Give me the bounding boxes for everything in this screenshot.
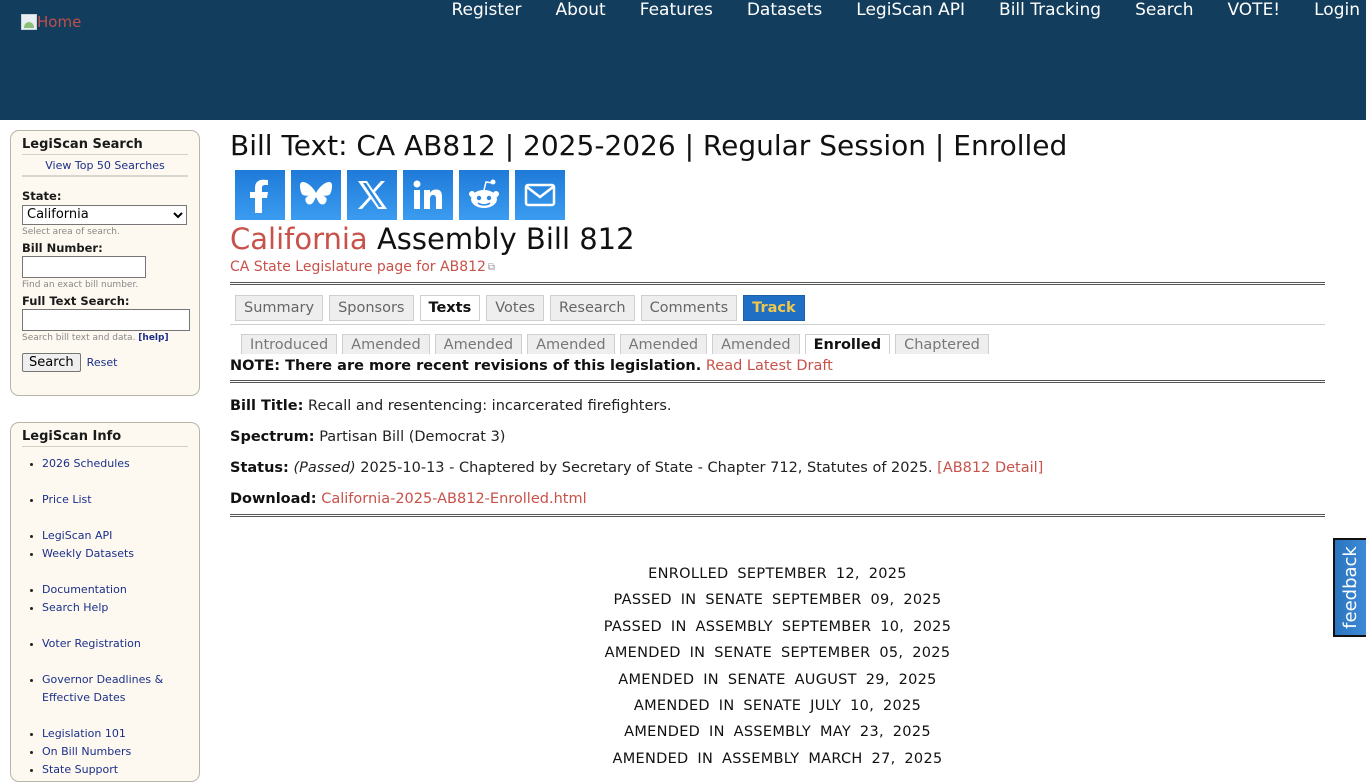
- revision-note: [230, 358, 1325, 374]
- divider: [230, 282, 1325, 285]
- download-row: [230, 491, 1325, 507]
- home-logo-link[interactable]: [21, 13, 81, 31]
- info-link-legislation-101[interactable]: Legislation 101: [42, 727, 126, 740]
- share-buttons: [235, 170, 1325, 220]
- bill-title-row: [230, 398, 1325, 414]
- history-line: AMENDED IN ASSEMBLY MAY 23, 2025: [624, 724, 931, 741]
- history-line: PASSED IN ASSEMBLY SEPTEMBER 10, 2025: [603, 618, 952, 635]
- state-label: State:: [22, 189, 62, 203]
- share-bluesky-button[interactable]: [291, 170, 341, 220]
- bill-tabs: [230, 295, 1325, 321]
- download-label: Download:: [230, 491, 317, 507]
- full-text-hint-text: Search bill text and data.: [22, 332, 136, 343]
- state-hint: Select area of search.: [22, 226, 120, 237]
- reddit-icon: [466, 177, 502, 213]
- nav-legiscan-api[interactable]: LegiScan API: [856, 0, 966, 20]
- version-tab-enrolled[interactable]: Enrolled: [805, 334, 891, 354]
- version-tab-amended-3[interactable]: Amended: [527, 334, 614, 354]
- info-item[interactable]: [42, 725, 188, 743]
- history-line: AMENDED IN ASSEMBLY MARCH 27, 2025: [612, 750, 943, 767]
- broken-image-icon: [21, 14, 37, 30]
- home-logo-alt-text: Home: [37, 13, 82, 31]
- info-item[interactable]: [42, 545, 188, 563]
- bill-title-label: Bill Title:: [230, 398, 304, 414]
- status-value: 2025-10-13 - Chaptered by Secretary of State - Chapter 712, Statutes of 2025.: [360, 460, 933, 476]
- divider: [230, 380, 1325, 383]
- status-passed: (Passed): [293, 460, 356, 476]
- version-tab-chaptered[interactable]: Chaptered: [895, 334, 989, 354]
- info-link-documentation[interactable]: Documentation: [42, 583, 127, 596]
- share-reddit-button[interactable]: [459, 170, 509, 220]
- bill-number-input[interactable]: [22, 256, 146, 278]
- linkedin-icon: [410, 177, 446, 213]
- legiscan-search-box: [10, 130, 200, 396]
- divider: [230, 514, 1325, 517]
- status-row: [230, 460, 1325, 476]
- info-link-2026-schedules[interactable]: 2026 Schedules: [42, 457, 130, 470]
- page-title: Bill Text: CA AB812 | 2025-2026 | Regular Session | Enrolled: [230, 129, 1068, 162]
- nav-about[interactable]: About: [555, 0, 606, 20]
- info-link-governor-deadlines[interactable]: Governor Deadlines & Effective Dates: [42, 673, 164, 704]
- info-item[interactable]: [42, 527, 188, 545]
- state-select[interactable]: [22, 205, 187, 225]
- facebook-icon: [242, 177, 278, 213]
- share-facebook-button[interactable]: [235, 170, 285, 220]
- info-links-list: [22, 455, 188, 779]
- download-link[interactable]: California-2025-AB812-Enrolled.html: [321, 491, 587, 507]
- x-logo-icon: [354, 177, 390, 213]
- info-item[interactable]: [42, 635, 188, 653]
- history-line: ENROLLED SEPTEMBER 12, 2025: [648, 566, 907, 582]
- track-button[interactable]: Track: [743, 295, 804, 321]
- info-item[interactable]: [42, 743, 188, 761]
- version-tab-amended-2[interactable]: Amended: [435, 334, 522, 354]
- tab-texts[interactable]: Texts: [420, 295, 481, 321]
- read-latest-draft-link[interactable]: Read Latest Draft: [705, 358, 833, 374]
- bill-name: Assembly Bill 812: [376, 222, 635, 256]
- nav-login[interactable]: Login: [1314, 0, 1360, 20]
- tab-sponsors[interactable]: Sponsors: [329, 295, 413, 321]
- version-tab-amended-5[interactable]: Amended: [712, 334, 799, 354]
- status-label: Status:: [230, 460, 289, 476]
- bill-detail-link[interactable]: [AB812 Detail]: [937, 460, 1044, 476]
- info-link-weekly-datasets[interactable]: Weekly Datasets: [42, 547, 135, 560]
- email-envelope-icon: [522, 177, 558, 213]
- reset-link[interactable]: Reset: [86, 355, 118, 369]
- bill-number-label: Bill Number:: [22, 240, 103, 255]
- full-text-hint: [22, 333, 188, 343]
- share-x-button[interactable]: [347, 170, 397, 220]
- nav-vote[interactable]: VOTE!: [1227, 0, 1281, 20]
- feedback-label[interactable]: feedback: [1340, 546, 1361, 629]
- nav-bill-tracking[interactable]: Bill Tracking: [999, 0, 1102, 20]
- state-legislature-link[interactable]: [230, 259, 495, 275]
- info-item[interactable]: [42, 761, 188, 779]
- help-link-label[interactable]: help: [142, 332, 165, 343]
- version-tab-amended-1[interactable]: Amended: [342, 334, 429, 354]
- main-content: [230, 128, 1325, 772]
- info-link-on-bill-numbers[interactable]: On Bill Numbers: [42, 745, 132, 758]
- bill-heading: [230, 222, 1325, 256]
- info-link-state-support[interactable]: State Support: [42, 763, 119, 776]
- full-text-search-label: Full Text Search:: [22, 293, 130, 308]
- tab-comments[interactable]: Comments: [641, 295, 738, 321]
- spectrum-row: [230, 429, 1325, 445]
- info-item[interactable]: [42, 671, 188, 707]
- nav-search[interactable]: Search: [1135, 0, 1194, 20]
- main-nav: [434, 0, 1366, 20]
- bill-number-hint: Find an exact bill number.: [22, 279, 139, 290]
- bluesky-butterfly-icon: [298, 177, 334, 213]
- bill-text-body: [230, 561, 1325, 772]
- history-line: PASSED IN SENATE SEPTEMBER 09, 2025: [613, 592, 942, 609]
- info-link-price-list[interactable]: Price List: [42, 493, 92, 506]
- tab-votes[interactable]: Votes: [486, 295, 544, 321]
- share-email-button[interactable]: [515, 170, 565, 220]
- divider: [230, 324, 1325, 325]
- info-item[interactable]: [42, 491, 188, 509]
- history-line: AMENDED IN SENATE SEPTEMBER 05, 2025: [604, 645, 951, 662]
- nav-register[interactable]: Register: [451, 0, 522, 20]
- version-tab-amended-4[interactable]: Amended: [620, 334, 707, 354]
- info-link-legiscan-api[interactable]: LegiScan API: [42, 529, 113, 542]
- info-item[interactable]: [42, 581, 188, 599]
- search-actions: [22, 353, 188, 372]
- nav-features[interactable]: Features: [639, 0, 713, 20]
- tab-research[interactable]: Research: [550, 295, 635, 321]
- search-button[interactable]: Search: [22, 353, 81, 372]
- legiscan-info-box: [10, 422, 200, 782]
- version-tabs: [230, 334, 1325, 354]
- history-line: AMENDED IN SENATE JULY 10, 2025: [633, 698, 922, 715]
- state-legislature-link-text[interactable]: CA State Legislature page for AB812: [230, 259, 486, 275]
- nav-datasets[interactable]: Datasets: [746, 0, 823, 20]
- feedback-tab[interactable]: [1333, 538, 1366, 637]
- info-link-search-help[interactable]: Search Help: [42, 601, 109, 614]
- revision-note-text: NOTE: There are more recent revisions of this legislation.: [230, 358, 702, 374]
- spectrum-value: Partisan Bill (Democrat 3): [319, 429, 506, 445]
- spectrum-label: Spectrum:: [230, 429, 315, 445]
- info-item[interactable]: [42, 455, 188, 473]
- view-top-50-searches-link[interactable]: View Top 50 Searches: [22, 155, 188, 177]
- info-item[interactable]: [42, 599, 188, 617]
- bill-title-value: Recall and resentencing: incarcerated firefighters.: [308, 398, 672, 414]
- tab-summary[interactable]: Summary: [235, 295, 323, 321]
- version-tab-introduced[interactable]: Introduced: [241, 334, 337, 354]
- help-link[interactable]: [help]: [138, 332, 169, 343]
- search-box-title: LegiScan Search: [22, 137, 188, 155]
- info-link-voter-registration[interactable]: Voter Registration: [42, 637, 141, 650]
- full-text-search-input[interactable]: [22, 309, 190, 331]
- bill-state-link[interactable]: California: [230, 222, 368, 256]
- info-box-title: LegiScan Info: [22, 429, 188, 447]
- site-header: [0, 0, 1366, 120]
- external-link-icon: ⧉: [487, 261, 496, 273]
- share-linkedin-button[interactable]: [403, 170, 453, 220]
- history-line: AMENDED IN SENATE AUGUST 29, 2025: [618, 671, 937, 688]
